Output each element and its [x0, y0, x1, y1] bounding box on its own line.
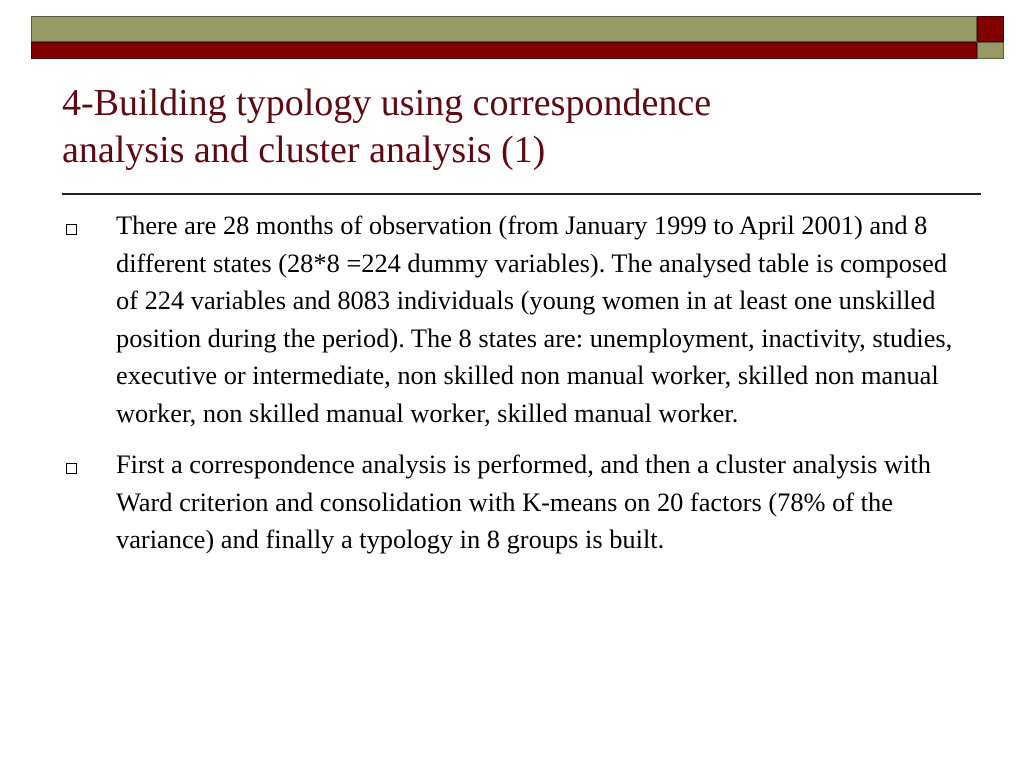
hollow-square-bullet-icon — [66, 463, 77, 474]
title-underline — [62, 193, 981, 195]
bullet-text: First a correspondence analysis is performed, and then a cluster analysis with Ward criterion and consolidation with K-means on 20 factors (78% of the variance) and finally a typology in 8 groups is built. — [116, 449, 931, 554]
bullet-item — [62, 207, 967, 432]
bullet-text: There are 28 months of observation (from January 1999 to April 2001) and 8 different states (28*8 =224 dummy variables). The analysed table is composed of 224 variables and 8083 individuals (young women in at least one unskilled position during the period). The 8 states are: unemployment, inactivity, studies, executive or intermediate, non skilled non manual worker, skilled non manual worker, non skilled manual worker, skilled manual worker. — [116, 210, 953, 428]
slide-title-line-2: analysis and cluster analysis (1) — [62, 129, 546, 171]
header-square-olive — [977, 42, 1004, 59]
header-square-maroon — [977, 16, 1004, 42]
hollow-square-bullet-icon — [66, 224, 77, 235]
header-bar-olive — [31, 16, 977, 42]
header-bar-maroon — [31, 42, 977, 59]
bullet-list — [62, 207, 967, 573]
slide-title — [62, 80, 962, 174]
slide-title-line-1: 4-Building typology using correspondence — [62, 82, 712, 124]
bullet-item — [62, 446, 967, 559]
